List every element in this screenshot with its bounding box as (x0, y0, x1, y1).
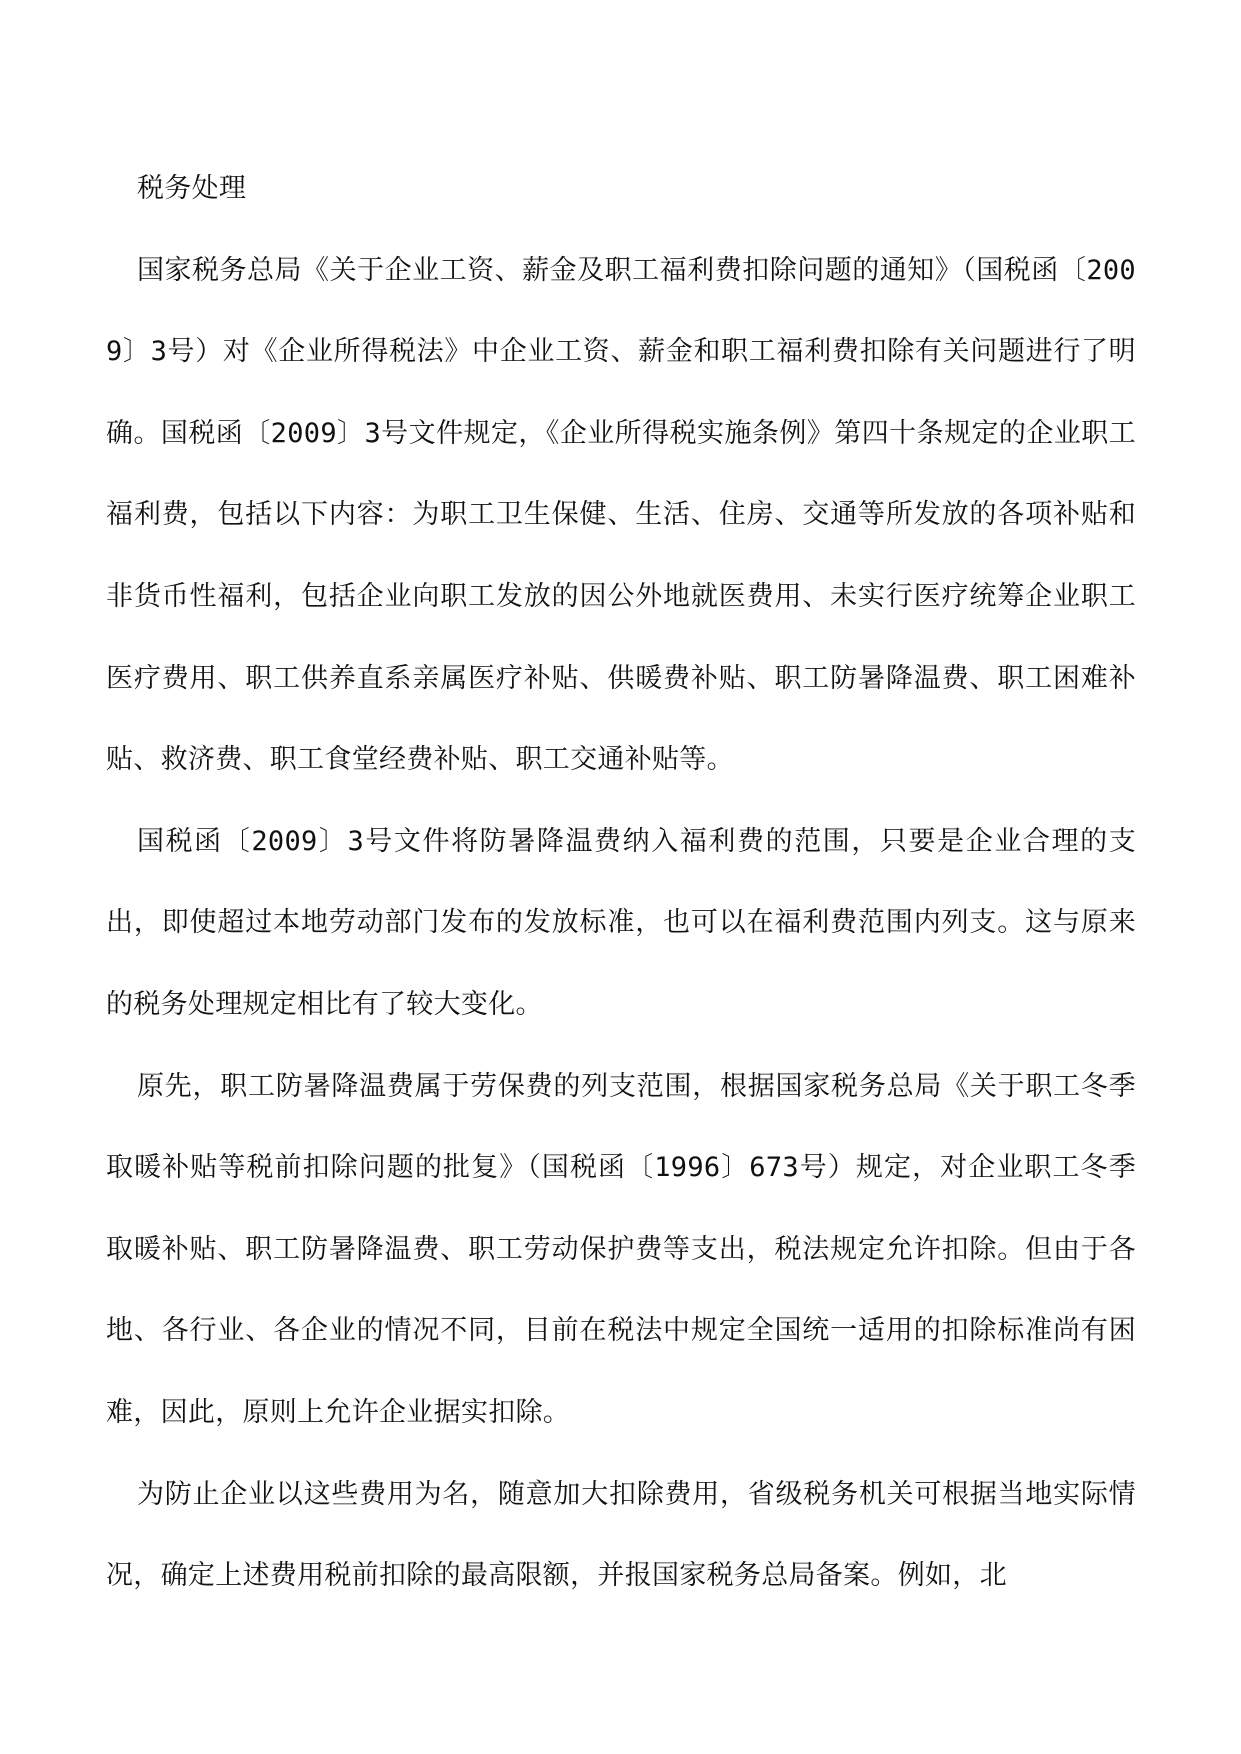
section-heading: 税务处理 (137, 173, 247, 204)
paragraph-3: 原先，职工防暑降温费属于劳保费的列支范围，根据国家税务总局《关于职工冬季取暖补贴等税前扣除问题的批复》（国税函〔1996〕673号）规定，对企业职工冬季取暖补贴、职工防暑降温费、职工劳动保护费等支出，税法规定允许扣除。但由于各地、各行业、各企业的情况不同，目前在税法中规定全国统一适用的扣除标准尚有困难，因此，原则上允许企业据实扣除。 (106, 1070, 1136, 1428)
paragraph-2: 国税函〔2009〕3号文件将防暑降温费纳入福利费的范围，只要是企业合理的支出，即使超过本地劳动部门发布的发放标准，也可以在福利费范围内列支。这与原来的税务处理规定相比有了较大变化。 (106, 825, 1136, 1020)
paragraph-1: 国家税务总局《关于企业工资、薪金及职工福利费扣除问题的通知》（国税函〔2009〕3号）对《企业所得税法》中企业工资、薪金和职工福利费扣除有关问题进行了明确。国税函〔2009〕3号文件规定，《企业所得税实施条例》第四十条规定的企业职工福利费，包括以下内容：为职工卫生保健、生活、住房、交通等所发放的各项补贴和非货币性福利，包括企业向职工发放的因公外地就医费用、未实行医疗统筹企业职工医疗费用、职工供养直系亲属医疗补贴、供暖费补贴、职工防暑降温费、职工困难补贴、救济费、职工食堂经费补贴、职工交通补贴等。 (106, 254, 1136, 776)
document-body (106, 148, 1136, 1617)
paragraph-4: 为防止企业以这些费用为名，随意加大扣除费用，省级税务机关可根据当地实际情况，确定上述费用税前扣除的最高限额，并报国家税务总局备案。例如，北 (106, 1478, 1136, 1592)
